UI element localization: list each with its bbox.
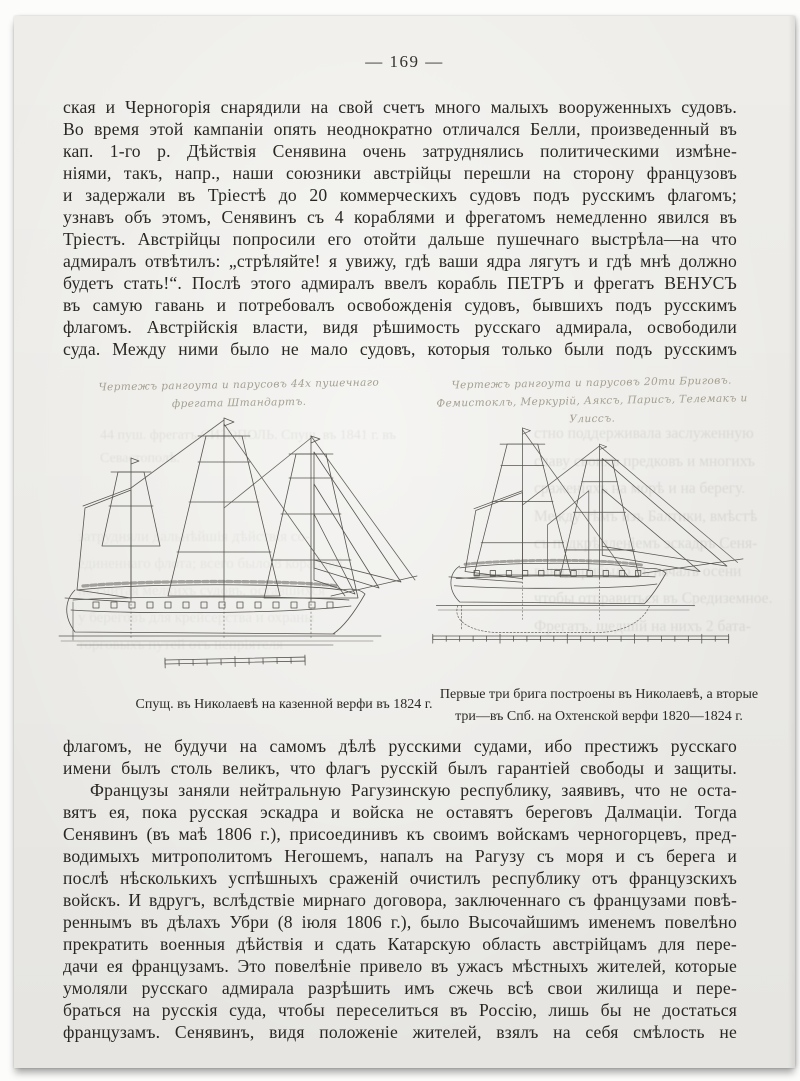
ghost-text-line: 44 пуш. фрегатъ СИЗОПОЛЬ. Спущ. въ 1841 г. въ [100, 428, 396, 443]
printed-caption-brigs [434, 684, 764, 727]
ghost-text-line: съ подкрѣпленіемъ эскадръ Сеня- [534, 535, 758, 552]
text-line: флагомъ, не будучи на самомъ дѣлѣ русскими судами, ибо престижъ русскаго [63, 736, 737, 756]
text-line: Во время этой кампаніи опять неоднократно отличался Белли, произведенный въ [63, 119, 737, 139]
ghost-text-line: затрудняли дальнѣйшія дѣйствія со- [78, 529, 310, 545]
ghost-text-line: Севастополѣ. [100, 451, 180, 466]
caption-line: Спущ. въ Николаевѣ на казенной верфи въ 1824 г. [135, 697, 433, 712]
ghost-text-line: сраженіяхъ на морѣ и на берегу. [534, 480, 746, 497]
text-line: послѣ нѣсколькихъ успѣшныхъ сраженій очистилъ республику отъ французскихъ [63, 868, 737, 888]
text-line: дачи ея французамъ. Это повелѣніе привело въ ужасъ мѣстныхъ жителей, которые [63, 956, 737, 976]
handwritten-caption-line: Чертежъ рангоута и парусовъ 44х пушечнаго [98, 376, 380, 394]
text-line: имени былъ столь великъ, что флагъ русскій былъ гарантіей свободы и защиты. [63, 758, 737, 778]
text-line: адмиралъ отвѣтилъ: „стрѣляйте! я увижу, гдѣ ваши ядра лягутъ и гдѣ мнѣ должно [63, 251, 737, 271]
frigate-sail-plan-drawing [49, 410, 429, 680]
text-line: браться на русскія суда, чтобы переселиться въ Россію, лишь бы не достаться [63, 1000, 737, 1020]
ghost-text-line: чтобы отправиться въ Средиземное. [534, 590, 773, 607]
caption-line: три—въ Спб. на Охтенской верфи 1820—1824 г. [455, 708, 743, 724]
ghost-text-line: славу своихъ предковъ и многихъ [534, 452, 755, 470]
paragraph-bottom [63, 779, 737, 1043]
caption-line: Первые три брига построены въ Николаевѣ, а вторые [439, 687, 759, 702]
text-line: суда. Между ними было не мало судовъ, которыя только были подъ русскимъ [63, 339, 737, 359]
text-line: реннымъ въ дѣлахъ Убри (8 іюля 1806 г.), было Высочайшимъ именемъ повелѣно [63, 912, 737, 932]
text-line: прекратить военныя дѣйствія и сдать Катарскую область австрійцамъ для пере- [63, 934, 737, 954]
page-number: — 169 — [365, 52, 444, 71]
handwritten-caption-line: Фемистоклъ, Меркурій, Аяксъ, Парисъ, Телемакъ и Улиссъ. [436, 392, 748, 426]
figures-row [14, 360, 795, 736]
text-line: Сенявинъ (въ маѣ 1806 г.), присоединивъ къ своимъ войскамъ черногорцевъ, пред- [63, 824, 737, 844]
brig-sail-plan-drawing [422, 418, 752, 646]
text-line: въ самую гавань и потребовалъ освобожденія судовъ, бывшихъ подъ русскимъ [63, 295, 737, 315]
ghost-text-line: не считая мелкихъ судовъ, оставшихся [78, 583, 326, 599]
text-line: Тріестъ. Австрійцы попросили его отойти дальше пушечнаго выстрѣла—на что [63, 229, 737, 249]
text-line: вятъ ея, пока русская эскадра и войска не оставятъ береговъ Далмаціи. Тогда [63, 802, 737, 822]
handwritten-caption-line: фрегата Штандартъ. [171, 395, 307, 411]
paragraph-top [63, 96, 737, 360]
text-line: французамъ. Сенявинъ, видя положеніе жителей, взялъ на себя смѣлость не [63, 1022, 737, 1042]
text-line: Французы заняли нейтральную Рагузинскую республику, заявивъ, что не оста- [90, 780, 737, 800]
ghost-text-line: единеннаго флота; всего было 8 кораблей, [78, 556, 347, 572]
text-line: ская и Черногорія снарядили на свой счетъ много малыхъ вооруженныхъ судовъ. [63, 97, 737, 117]
ghost-text-line: у береговъ для крейсерства и охраны [78, 610, 315, 626]
printed-caption-frigate [119, 694, 449, 716]
handwritten-caption-line: Чертежъ рангоута и парусовъ 20ти Бриговъ. [451, 374, 732, 392]
ghost-text-line: стно поддерживала заслуженную [534, 425, 754, 442]
text-line: и задержали въ Тріестѣ до 20 коммерческихъ судовъ подъ русскимъ флагомъ; [63, 185, 737, 205]
text-line: кап. 1-го р. Дѣйствія Сенявина очень затруднялись политическими измѣне- [63, 141, 737, 161]
book-page [14, 16, 795, 1068]
text-line: умоляли русскаго адмирала разрѣшить имъ сжечь всѣ свои жилища и пере- [63, 978, 737, 998]
ghost-text-line: Фрегатъ, шедшій на нихъ 2 бата- [534, 617, 751, 635]
text-line: флагомъ. Австрійскія власти, видя рѣшимость русскаго адмирала, освободили [63, 317, 737, 337]
ghost-text-line: вина, прибыло въ началѣ осени [534, 562, 742, 580]
ghost-text-line: торговыхъ путей отъ непріятеля [78, 637, 283, 653]
ghost-text-line: Между тѣмъ изъ Балтики, вмѣстѣ [534, 507, 758, 525]
paragraph-middle [63, 735, 737, 779]
text-line: ніями, такъ, напр., наши союзники австрійцы перешли на сторону французовъ [63, 163, 737, 183]
text-line: узнавъ объ этомъ, Сенявинъ съ 4 кораблями и фрегатомъ немедленно явился въ [63, 207, 737, 227]
text-line: водимыхъ митрополитомъ Негошемъ, напалъ на Рагузу съ моря и съ берега и [63, 846, 737, 866]
text-line: будетъ стать!“. Послѣ этого адмиралъ ввелъ корабль ПЕТРЪ и фрегатъ ВЕНУСЪ [63, 273, 737, 293]
handwritten-caption-frigate [49, 373, 430, 416]
text-line: войскъ. И вдругъ, вслѣдствіе мирнаго договора, заключеннаго съ французами повѣ- [63, 890, 737, 910]
